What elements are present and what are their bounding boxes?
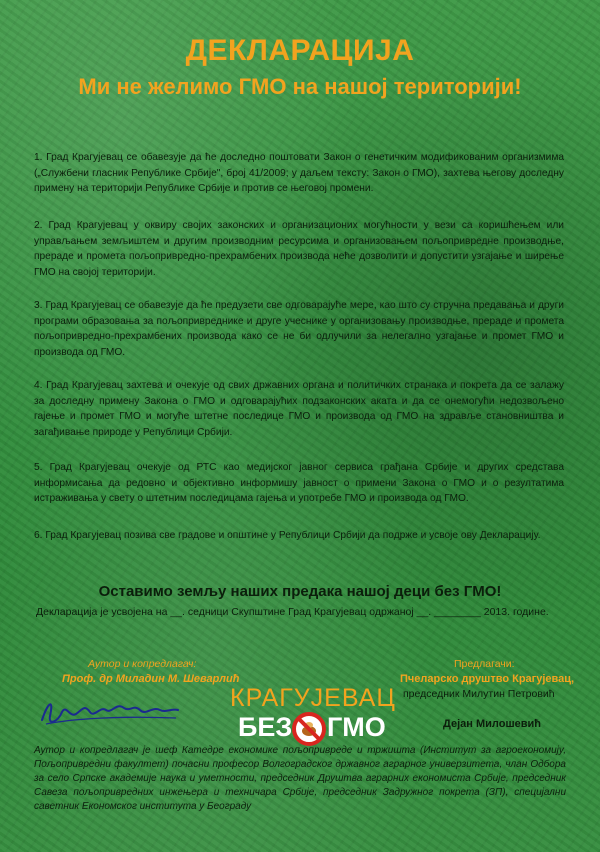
declaration-item-4: 4. Град Крагујевац захтева и очекује од свих државних органа и политичких странака и покрета да се залажу за доследну примену Закона о ГМО и одговарајућих подзаконских аката и да се онемогући недозвољено гајење и промет ГМО и могуће штетне последице ГМО и производа од ГМО на здравље становништва и загађивање природе у Републици Србији. [34, 380, 564, 438]
page-title: ДЕКЛАРАЦИЈА [185, 34, 415, 67]
proposer-president: председник Милутин Петровић [403, 688, 555, 700]
logo-bez-text: БЕЗ [238, 712, 293, 742]
author-name: Проф. др Миладин М. Шеварлић [62, 673, 240, 685]
author-bio-note: Аутор и копредлагач је шеф Катедре економике пољопривреде и тржишта (Институт за агроекономију, Пољопривредни факултет) почасни професор Волгоградског државног аграрног универзитета, члан Одбора за село Српске академије наука и уметности, председник Друштва аграрних економиста Србије, председник Савеза пољопривредних инжењера и техничара Србије, председник Задружног покрета (ЗП), специјални саветник Економског института у Београду [34, 745, 566, 812]
proposer-person: Дејан Милошевић [443, 718, 541, 730]
page-subtitle: Ми не желимо ГМО на нашој територији! [78, 74, 522, 99]
adoption-line: Декларација је усвојена на __. седници Скупштине Град Крагујевац одржаној __. ________ 2013. године. [36, 606, 549, 618]
no-gmo-sign-icon [292, 712, 326, 746]
signature-image [36, 692, 186, 732]
proposer-organization: Пчеларско друштво Крагујевац, [400, 673, 575, 685]
proposers-label: Предлагачи: [454, 658, 515, 670]
slogan: Оставимо земљу наших предака нашој деци без ГМО! [98, 583, 502, 600]
declaration-item-2: 2. Град Крагујевац у оквиру својих законских и организационих могућности у вези са коришћењем или управљањем земљиштем и другим производним ресурсима и организовањем пољопривредне производње, прераде и промета пољопривредно-прехрамбених производа неће дозволити и допустити узгајање и ширење ГМО на својој територији. [34, 220, 564, 278]
declaration-item-1: 1. Град Крагујевац се обавезује да ће доследно поштовати Закон о генетичким модификованим организмима („Службени гласник Републике Србије", број 41/2009; у даљем тексту: Закон о ГМО), захтева његову доследну примену на територији Републике Србије и против се његовој промени. [34, 152, 564, 194]
logo-city-name: КРАГУЈЕВАЦ [230, 684, 396, 712]
declaration-item-6: 6. Град Крагујевац позива све градове и општине у Републици Србији да подрже и усвоје ову Декларацију. [34, 530, 541, 541]
logo-gmo-text: ГМО [327, 712, 386, 742]
author-label: Аутор и копредлагач: [88, 658, 197, 670]
declaration-item-3: 3. Град Крагујевац се обавезује да ће предузети све одговарајуће мере, као што су стручна предавања и други програми образовања за пољопривреднике и друге учеснике у организовању производње, прераде и промета пољопривредно-прехрамбених производа како се не би одлучили за нелегално узгајање и промет ГМО и производа од ГМО. [34, 300, 564, 358]
declaration-item-5: 5. Град Крагујевац очекује од РТС као медијског јавног сервиса грађана Србије и других средстава информисања да редовно и објективно информишу јавност о примени Закона о ГМО и о резултатима истраживања у свету о штетним последицама гајења и употребе ГМО и производа од ГМО. [34, 462, 564, 504]
